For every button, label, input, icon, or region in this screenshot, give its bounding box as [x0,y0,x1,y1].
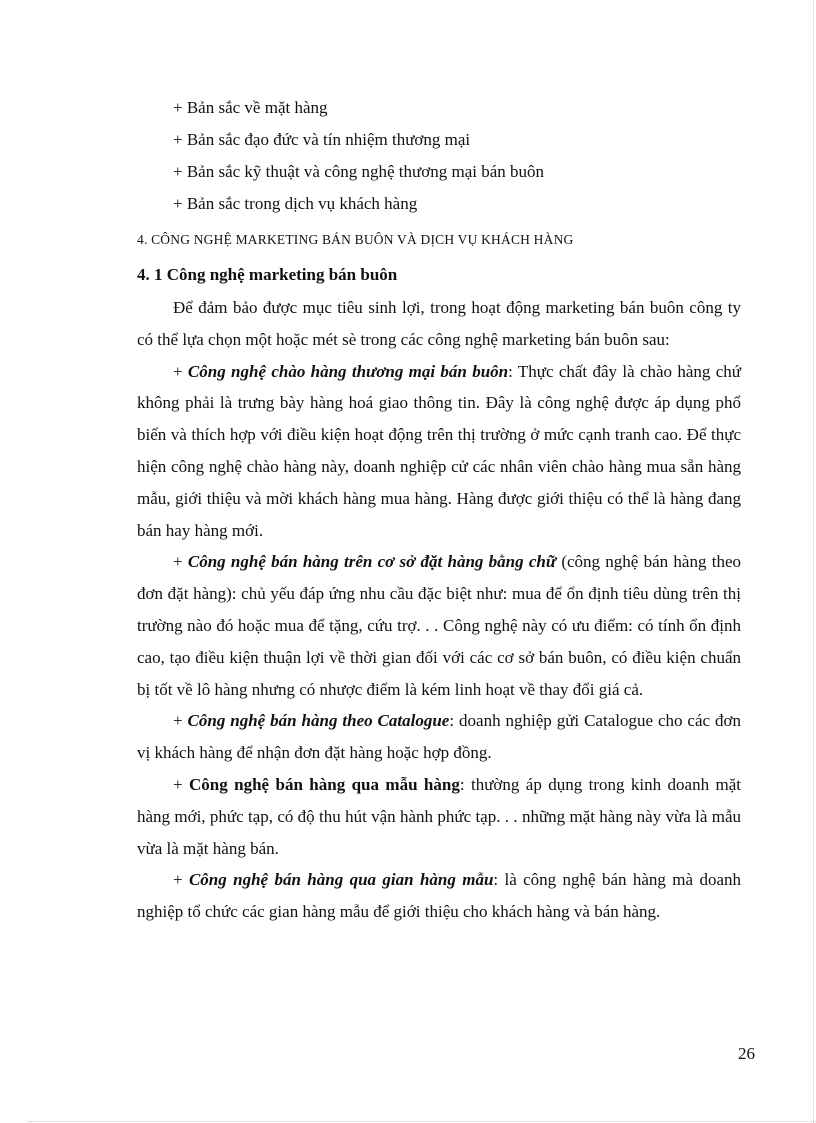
page-number: 26 [738,1044,755,1063]
item-term: Công nghệ bán hàng qua mẫu hàng [189,774,460,794]
bullet-identity-service: + Bản sắc trong dịch vụ khách hàng [173,194,418,213]
item-prefix: + [173,774,189,794]
item-paragraph [137,546,741,705]
bullet-identity-ethics: + Bản sắc đạo đức và tín nhiệm thương mại [173,130,471,149]
bullet-identity-technology: + Bản sắc kỹ thuật và công nghệ thương mại bán buôn [173,162,545,181]
item-text: : doanh nghiệp gửi Catalogue cho các đơn vị khách hàng để nhận đơn đặt hàng hoặc hợp đồng. [137,711,741,763]
item-term: Công nghệ chào hàng thương mại bán buôn [187,361,509,381]
item-paragraph [137,769,741,864]
item-paragraph [137,705,741,769]
item-text: : là công nghệ bán hàng mà doanh nghiệp tổ chức các gian hàng mẫu để giới thiệu cho khách hàng và bán hàng. [137,870,741,922]
item-term: Công nghệ bán hàng theo Catalogue [187,711,450,731]
item-prefix: + [173,361,188,381]
intro-paragraph: Để đảm bảo được mục tiêu sinh lợi, trong hoạt động marketing bán buôn công ty có thể lựa chọn một hoặc mét sè trong các công nghệ marketing bán buôn sau: [137,298,741,349]
subsection-title: 4. 1 Công nghệ marketing bán buôn [137,265,398,284]
item-prefix: + [173,870,189,890]
bullet-identity-product: + Bản sắc về mặt hàng [173,98,328,117]
page-bottom-edge [28,1121,816,1122]
item-prefix: + [173,552,188,572]
item-text: (công nghệ bán hàng theo đơn đặt hàng): chủ yếu đáp ứng nhu cầu đặc biệt như: mua để ổn định tiêu dùng trên thị trường nào đó hoặc mua để tặng, cứu trợ. . . Công nghệ này có ưu điểm: có tính ổn định cao, tạo điều kiện thuận lợi về thời gian đối với các cơ sở bán buôn, có điều kiện chuẩn bị tốt về lô hàng nhưng có nhược điểm là kém linh hoạt về thay đổi giá cả. [137,552,741,699]
page-content [137,92,741,928]
page-right-edge [813,0,814,1123]
item-paragraph [137,356,741,547]
item-prefix: + [173,711,188,731]
section-title: 4. CÔNG NGHỆ MARKETING BÁN BUÔN VÀ DỊCH VỤ KHÁCH HÀNG [137,232,574,247]
item-text: : thường áp dụng trong kinh doanh mặt hàng mới, phức tạp, có độ thu hút vận hành phức tạp. . . những mặt hàng này vừa là mẫu vừa là mặt hàng bán. [137,774,741,858]
item-text: : Thực chất đây là chào hàng chứ không phải là trưng bày hàng hoá giao thông tin. Đây là công nghệ được áp dụng phổ biến và thích hợp với điều kiện hoạt động trên thị trường ở mức cạnh tranh cao. Để thực hiện công nghệ chào hàng này, doanh nghiệp cử các nhân viên chào hàng mua sẵn hàng mẫu, giới thiệu và mời khách hàng mua hàng. Hàng được giới thiệu có thể là hàng đang bán hay hàng mới. [137,361,741,540]
item-term: Công nghệ bán hàng trên cơ sở đặt hàng bằng chữ [187,552,557,572]
item-term: Công nghệ bán hàng qua gian hàng mẫu [188,870,494,890]
item-paragraph [137,864,741,928]
